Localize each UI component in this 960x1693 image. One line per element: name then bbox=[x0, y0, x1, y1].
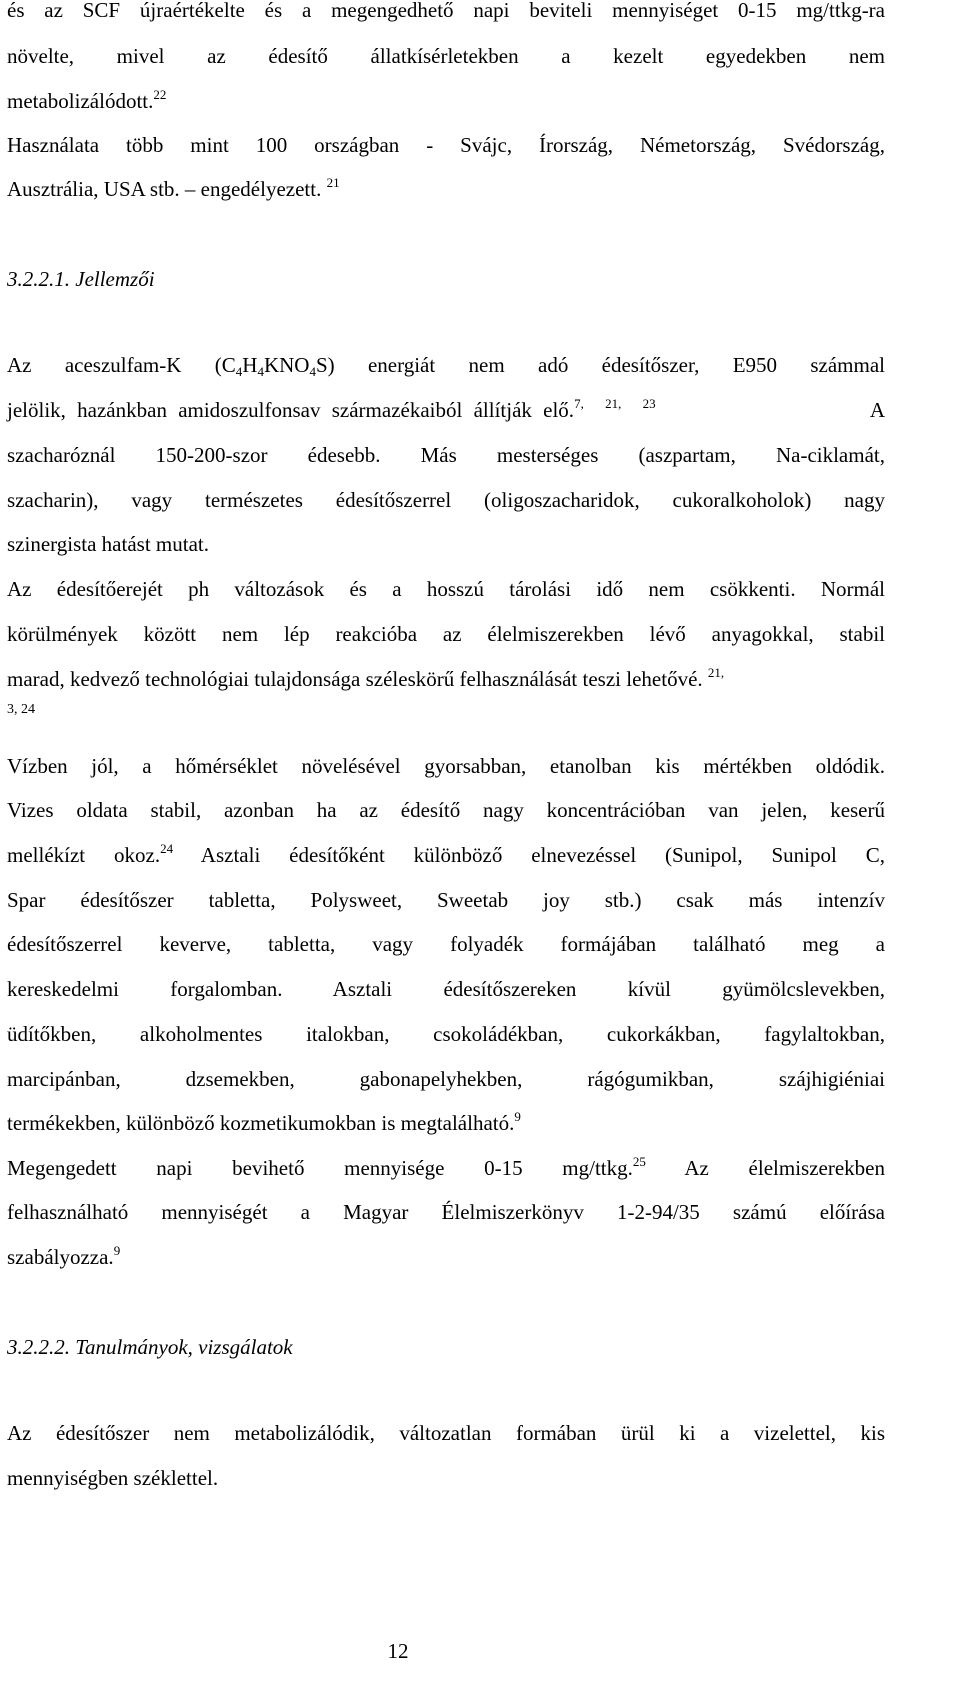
body-line: marcipánban, dzsemekben, gabonapelyhekben, rágógumikban, szájhigiéniai bbox=[7, 1067, 885, 1091]
body-line: Spar édesítőszer tabletta, Polysweet, Sweetab joy stb.) csak más intenzív bbox=[7, 888, 885, 912]
citation-superscript: 7, 21, 23 bbox=[574, 396, 656, 411]
body-line: üdítőkben, alkoholmentes italokban, csokoládékban, cukorkákban, fagylaltokban, bbox=[7, 1022, 885, 1046]
body-text: mellékízt okoz. bbox=[7, 843, 161, 867]
body-line: szinergista hatást mutat. bbox=[7, 532, 209, 556]
body-line: növelte, mivel az édesítő állatkísérletekben a kezelt egyedekben nem bbox=[7, 44, 885, 68]
citation-superscript: 21 bbox=[326, 175, 340, 190]
body-line: Vizes oldata stabil, azonban ha az édesítő nagy koncentrációban van jelen, keserű bbox=[7, 798, 885, 822]
body-line bbox=[7, 841, 885, 872]
body-text: S) energiát nem adó édesítőszer, E950 számmal bbox=[315, 353, 885, 377]
citation-superscript: 9 bbox=[514, 1109, 521, 1124]
body-text: A bbox=[869, 398, 885, 422]
section-heading: 3.2.2.2. Tanulmányok, vizsgálatok bbox=[7, 1335, 293, 1359]
body-line: Az édesítőerejét ph változások és a hosszú tárolási idő nem csökkenti. Normál bbox=[7, 577, 885, 601]
body-line: felhasználható mennyiségét a Magyar Élelmiszerkönyv 1-2-94/35 számú előírása bbox=[7, 1200, 885, 1224]
body-line: és az SCF újraértékelte és a megengedhető napi beviteli mennyiséget 0-15 mg/ttkg-ra bbox=[7, 0, 885, 22]
subscript: 4 bbox=[309, 364, 316, 379]
body-line bbox=[7, 175, 885, 206]
body-line: kereskedelmi forgalomban. Asztali édesítőszereken kívül gyümölcslevekben, bbox=[7, 977, 885, 1001]
body-text: H bbox=[242, 353, 258, 377]
page-number: 12 bbox=[387, 1639, 409, 1663]
citation-superscript: 22 bbox=[153, 87, 167, 102]
body-text: Ausztrália, USA stb. – engedélyezett. bbox=[7, 177, 322, 201]
body-line bbox=[7, 665, 885, 696]
subscript: 4 bbox=[257, 364, 264, 379]
body-text: jelölik, hazánkban amidoszulfonsav származékaiból állítják elő. bbox=[7, 398, 575, 422]
body-line bbox=[7, 396, 885, 427]
body-text: Asztali édesítőként különböző elnevezéssel (Sunipol, Sunipol C, bbox=[173, 843, 885, 867]
section-heading: 3.2.2.1. Jellemzői bbox=[7, 267, 155, 291]
citation-superscript: 21, bbox=[707, 665, 725, 680]
citation-superscript: 24 bbox=[160, 841, 174, 856]
citation-continuation: 3, 24 bbox=[7, 702, 35, 717]
body-line: mennyiségben széklettel. bbox=[7, 1466, 219, 1490]
body-text: Az élelmiszerekben bbox=[645, 1156, 885, 1180]
body-text: Az aceszulfam-K (C bbox=[7, 353, 236, 377]
body-text: metabolizálódott. bbox=[7, 89, 154, 113]
body-text: marad, kedvező technológiai tulajdonsága széleskörű felhasználását teszi lehetővé. bbox=[7, 667, 703, 691]
body-text: Megengedett napi bevihető mennyisége 0-15 mg/ttkg. bbox=[7, 1156, 633, 1180]
subscript: 4 bbox=[235, 364, 243, 379]
body-line bbox=[7, 351, 885, 382]
body-line bbox=[7, 1109, 885, 1140]
body-line bbox=[7, 1154, 885, 1185]
body-text: szabályozza. bbox=[7, 1245, 114, 1269]
body-line: Vízben jól, a hőmérséklet növelésével gyorsabban, etanolban kis mértékben oldódik. bbox=[7, 754, 885, 778]
body-line: édesítőszerrel keverve, tabletta, vagy folyadék formájában található meg a bbox=[7, 932, 885, 956]
body-line bbox=[7, 87, 885, 118]
body-line: szacharin), vagy természetes édesítőszerrel (oligoszacharidok, cukoralkoholok) nagy bbox=[7, 488, 885, 512]
body-line: Használata több mint 100 országban - Svájc, Írország, Németország, Svédország, bbox=[7, 133, 885, 157]
body-text: KNO bbox=[263, 353, 310, 377]
body-line: körülmények között nem lép reakcióba az élelmiszerekben lévő anyagokkal, stabil bbox=[7, 622, 885, 646]
body-line: szacharóznál 150-200-szor édesebb. Más mesterséges (aszpartam, Na-ciklamát, bbox=[7, 443, 885, 467]
body-line: Az édesítőszer nem metabolizálódik, változatlan formában ürül ki a vizelettel, kis bbox=[7, 1421, 885, 1445]
body-line bbox=[7, 1243, 885, 1274]
citation-superscript: 9 bbox=[113, 1243, 121, 1258]
citation-superscript: 25 bbox=[632, 1154, 646, 1169]
body-text: termékekben, különböző kozmetikumokban is megtalálható. bbox=[7, 1111, 515, 1135]
